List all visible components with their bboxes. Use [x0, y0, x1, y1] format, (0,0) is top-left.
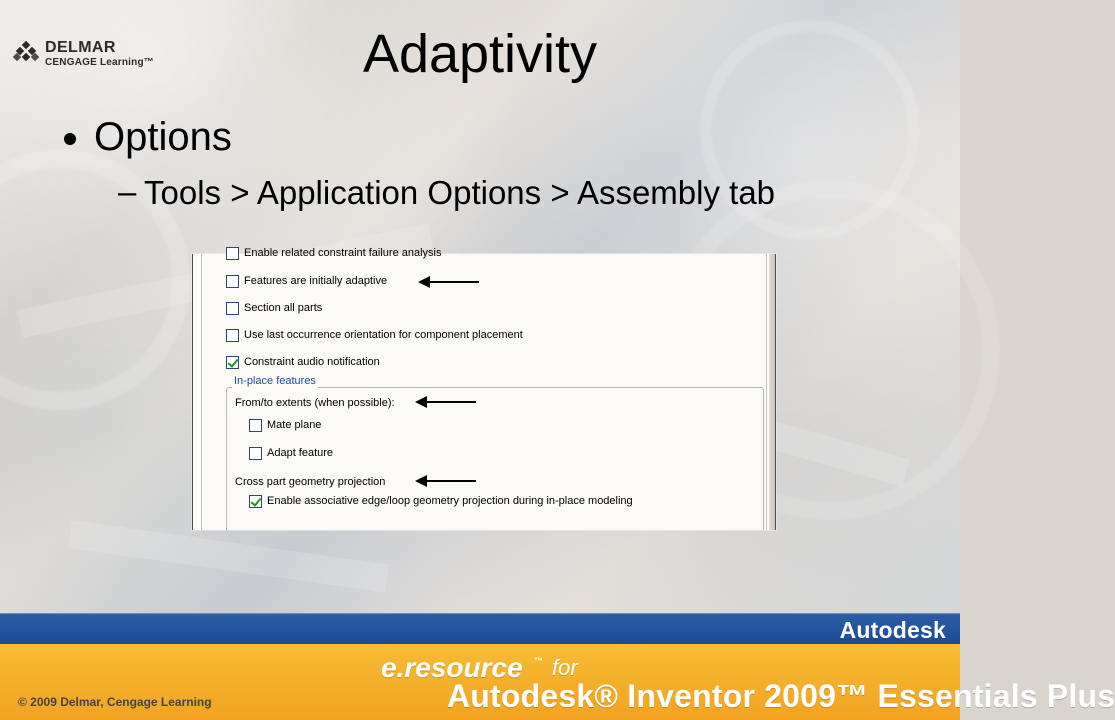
- dialog-right-edge: [769, 254, 775, 530]
- option-mate-plane[interactable]: [249, 419, 321, 432]
- product-line: Autodesk® Inventor 2009™ Essentials Plus: [447, 678, 1115, 714]
- option-label: Enable related constraint failure analysis: [244, 247, 442, 259]
- projection-label: Cross part geometry projection: [235, 476, 386, 488]
- option-section-all-parts[interactable]: [226, 302, 322, 315]
- checkbox[interactable]: [226, 356, 239, 369]
- background-streak: [68, 520, 389, 592]
- option-enable-related-constraint-failure-analysis[interactable]: [226, 247, 442, 260]
- publisher-trademark: ™: [143, 57, 154, 68]
- option-last-occurrence-orientation[interactable]: [226, 329, 523, 342]
- subpoint-item: [118, 172, 775, 214]
- background-swirl: [0, 116, 224, 444]
- checkbox[interactable]: [249, 447, 262, 460]
- option-label: Use last occurrence orientation for component placement: [244, 329, 523, 341]
- option-enable-associative-projection[interactable]: [249, 495, 633, 508]
- checkbox[interactable]: [226, 247, 239, 260]
- options-dialog-screenshot: [192, 247, 776, 530]
- publisher-subtitle: [45, 57, 154, 68]
- left-arrow-icon: [418, 275, 480, 289]
- publisher-logo-icon: [14, 42, 38, 66]
- dash-icon: –: [118, 173, 137, 210]
- checkbox[interactable]: [249, 495, 262, 508]
- autodesk-brand: Autodesk: [839, 617, 946, 643]
- checkbox[interactable]: [249, 419, 262, 432]
- subpoint-text: Tools > Application Options > Assembly tab: [144, 174, 776, 211]
- option-adapt-feature[interactable]: [249, 447, 333, 460]
- options-panel: [201, 247, 767, 530]
- option-label: Mate plane: [267, 419, 322, 431]
- option-label: Section all parts: [244, 302, 323, 314]
- checkbox[interactable]: [226, 302, 239, 315]
- footer-top-band: [0, 613, 960, 644]
- group-title: In-place features: [234, 375, 316, 387]
- bullet-item: [64, 113, 232, 161]
- extents-label: From/to extents (when possible):: [235, 397, 395, 409]
- option-label: Enable associative edge/loop geometry projection during in-place modeling: [267, 495, 633, 507]
- option-constraint-audio-notification[interactable]: [226, 356, 380, 369]
- bullet-text: Options: [94, 115, 232, 159]
- eresource-text: e.resource: [381, 652, 523, 683]
- publisher-logo: [14, 41, 154, 68]
- publisher-text: [45, 40, 154, 68]
- slide-title: Adaptivity: [362, 24, 598, 84]
- option-label: Constraint audio notification: [244, 356, 380, 368]
- checkbox[interactable]: [226, 275, 239, 288]
- left-arrow-icon: [415, 395, 477, 409]
- for-text: for: [552, 655, 578, 680]
- bullet-icon: [64, 133, 76, 145]
- option-label: Adapt feature: [267, 447, 334, 459]
- option-features-adaptive[interactable]: [226, 275, 387, 288]
- copyright-text: © 2009 Delmar, Cengage Learning: [18, 695, 212, 709]
- publisher-subtitle-text: CENGAGE Learning: [45, 57, 144, 68]
- option-label: Features are initially adaptive: [244, 275, 388, 287]
- checkbox[interactable]: [226, 329, 239, 342]
- left-arrow-icon: [415, 474, 477, 488]
- publisher-name: DELMAR: [45, 39, 116, 56]
- eresource-trademark: ™: [534, 656, 543, 666]
